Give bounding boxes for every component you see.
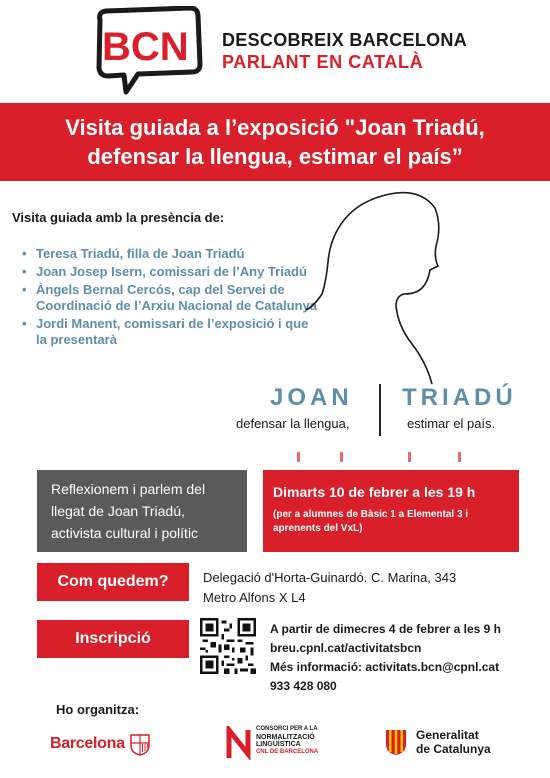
decorative-dash	[297, 452, 300, 462]
ajuntament-barcelona-logo	[50, 730, 151, 758]
guest-item: • Jordi Manent, comissari de l’exposició i que la presentarà	[22, 316, 317, 348]
cpnl-line-1: CONSORCI PER A LA	[256, 726, 318, 732]
portrait-last-name: TRIADÚ	[402, 384, 517, 411]
meeting-metro: Metro Alfons X L4	[203, 590, 306, 605]
meeting-point-text	[203, 568, 456, 608]
meeting-address: Delegació d'Horta-Guinardó. C. Marina, 343	[203, 570, 457, 585]
brand-line-2: PARLANT EN CATALÀ	[222, 52, 424, 72]
guest-item: • Joan Josep Isern, comissari de l’Any Triadú	[22, 264, 317, 280]
event-title-line-2: defensar la llengua, estimar el país”	[87, 144, 463, 169]
bcn-speech-bubble-logo	[86, 6, 206, 98]
bcn-logo-text: BCN	[102, 25, 189, 69]
portrait-subtitle-left: defensar la llengua,	[236, 416, 350, 431]
cpnl-line-2: NORMALITZACIÓ	[256, 733, 315, 741]
qr-code-icon[interactable]	[200, 618, 256, 674]
audience-note: (per a alumnes de Bàsic 1 a Elemental 3 i aprenents del VxL)	[273, 509, 469, 534]
registration-label: Inscripció	[37, 620, 189, 658]
generalitat-logo	[384, 726, 491, 758]
decorative-dash	[340, 452, 343, 462]
info-phone: 933 428 080	[270, 679, 337, 693]
generalitat-emblem-icon	[384, 728, 408, 756]
header	[0, 0, 550, 100]
guest-item: • Àngels Bernal Cercós, cap del Servei de Coordinació de l’Arxiu Nacional de Catalunya	[22, 282, 317, 314]
registration-start: A partir de dimecres 4 de febrer a les 9 h	[270, 622, 501, 636]
barcelona-logo-text: Barcelona	[50, 735, 125, 752]
event-title-line-1: Visita guiada a l’exposició "Joan Triadú,	[65, 115, 485, 140]
guided-visit-label: Visita guiada amb la presència de:	[12, 210, 225, 225]
cpnl-line-4: CNL DE BARCELONA	[256, 748, 319, 755]
reflection-box: Reflexionem i parlem del llegat de Joan Triadú, activista cultural i polític	[37, 470, 247, 552]
organizer-label: Ho organitza:	[56, 702, 140, 717]
generalitat-line-2: de Catalunya	[416, 742, 491, 756]
portrait-divider	[379, 384, 381, 436]
date-box	[263, 470, 519, 552]
event-title-band	[0, 103, 550, 181]
generalitat-line-1: Generalitat	[416, 728, 479, 742]
decorative-dash	[458, 452, 461, 462]
cpnl-line-3: LINGÜÍSTICA	[256, 741, 301, 748]
portrait-line-drawing	[300, 186, 450, 386]
registration-link[interactable]: breu.cpnl.cat/activitatsbcn	[270, 641, 422, 655]
meeting-point-label: Com quedem?	[37, 563, 189, 601]
info-email[interactable]: Més informació: activitats.bcn@cpnl.cat	[270, 660, 500, 674]
event-date: Dimarts 10 de febrer a les 19 h	[273, 484, 476, 500]
guest-item: • Teresa Triadú, filla de Joan Triadú	[22, 246, 317, 262]
cpnl-logo	[226, 724, 336, 764]
brand-line-1: DESCOBREIX BARCELONA	[222, 30, 468, 50]
cpnl-mark-icon	[226, 726, 252, 760]
guest-list	[22, 246, 317, 350]
portrait-subtitle-right: estimar el país.	[407, 416, 496, 431]
decorative-dash	[408, 452, 411, 462]
registration-details	[270, 620, 501, 696]
portrait-first-name: JOAN	[270, 384, 353, 411]
barcelona-shield-icon	[129, 732, 151, 756]
